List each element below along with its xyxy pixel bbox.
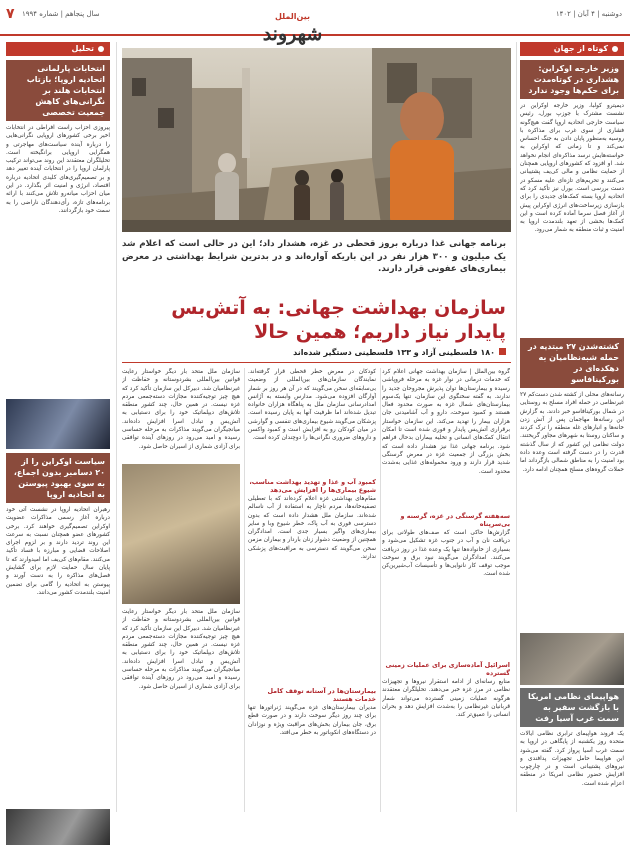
article-text-1a: گروه بین‌الملل | سازمان بهداشت جهانی اعلام کرد که خدمات درمانی در نوار غزه به مرحله فروپاشی رسیده و بیمارستان‌ها توان پذیرش مجروحان جدید را ندارند. به گفته سخنگوی این سازمان، تنها یک‌سوم بیمارستان‌های شمال غزه به صورت محدود فعال هستند و کمبود سوخت، دارو و آب آشامیدنی جان هزاران بیمار را تهدید می‌کند. این سازمان خواستار برقراری آتش‌بس پایدار و فوری شده است تا امکان انتقال کمک‌های انسانی و تخلیه بیماران بدحال فراهم شود. برنامه جهانی غذا نیز هشدار داده است که بخش بزرگی از جمعیت غزه در معرض گرسنگی شدید قرار دارند و ورود محموله‌های غذایی به‌شدت محدود است.: [382, 369, 510, 475]
article-subhead-3: کمبود آب و غذا و تهدید بهداشت مناسب، شیوع بیماری‌ها را افزایش می‌دهد: [249, 478, 376, 494]
article-text-3a: سازمان ملل متحد بار دیگر خواستار رعایت قوانین بین‌المللی بشردوستانه و حفاظت از غیرنظامیان شد. دبیرکل این سازمان تأکید کرد که هیچ چیز توجیه‌کننده مجازات دسته‌جمعی مردم غزه نیست. در همین حال، چند کشور منطقه تلاش‌های دیپلماتیک خود را برای دستیابی به آتش‌بس و تبادل اسرا افزایش داده‌اند. میانجیگران می‌گویند مذاکرات به مرحله حساسی رسیده و امید می‌رود در روزهای آینده توافقی برای آزادی شماری از اسیران حاصل شود.: [122, 369, 240, 450]
newspaper-logo: [245, 4, 340, 45]
logo-title: شهروند: [262, 23, 323, 45]
column-divider: [116, 42, 117, 812]
section-header-analysis: تحلیل: [6, 42, 110, 56]
article-subhead-1: سه‌هفته گرسنگی در غزه، گرسنه و بی‌سرپناه: [400, 512, 510, 528]
gaza-street-photo: [122, 48, 511, 232]
column-divider: [244, 368, 245, 812]
article-text-2b: مقام‌های بهداشتی غزه اعلام کرده‌اند که با تعطیلی تصفیه‌خانه‌ها، مردم ناچار به استفاده از آب ناسالم شده‌اند. سازمان ملل هشدار داده است که بدون دسترسی فوری به آب پاک، خطر شیوع وبا و سایر بیماری‌های واگیر بسیار جدی است. امدادگران همچنین از وضعیت دشوار زنان باردار و بیماران مزمن سخن می‌گویند که دسترسی به مراقبت‌های پزشکی ندارند.: [248, 496, 376, 561]
article-subhead-4: بیمارستان‌ها در آستانه توقف کامل خدمات هستند: [267, 687, 376, 703]
analysis-photo-1: [6, 399, 110, 449]
analysis-title-2: سیاست اوکراین را از ۲۰ دسامبر بدون اجماع، به سوی بهبود پیوستن به اتحادیه اروپا: [6, 453, 110, 503]
bullet-icon: [98, 46, 104, 52]
right-column: [520, 42, 624, 812]
issue-info: [6, 6, 100, 22]
analysis-title-1: انتخابات پارلمانی اتحادیه اروپا؛ بازتاب انتخابات هلند بر نگرانی‌های کاهش جمعیت تخصصی: [6, 60, 110, 121]
sub-headline: ۱۸۰ فلسطینی آزاد و ۱۳۳ فلسطینی دستگیر شده‌اند: [122, 348, 506, 357]
issue-number: سال پنجاهم | شماره ۱۹۹۴: [22, 10, 100, 18]
column-divider: [380, 368, 381, 812]
analysis-photo-2: [6, 809, 110, 845]
lead-paragraph: برنامه جهانی غذا درباره بروز قحطی در غزه، هشدار داد؛ این در حالی است که اعلام شد یک میلیون و ۳۰۰ هزار نفر در این باریکه آواره‌اند و در بدترین شرایط بهداشتی در معرض بیماری‌های عفونی قرار دارند.: [122, 239, 506, 274]
article-text-2a: کودکان در معرض خطر قحطی قرار گرفته‌اند. نمایندگان سازمان‌های بین‌المللی از وضعیت بی‌سابقه‌ای سخن می‌گویند که در آن هر روز بر شمار آوارگان افزوده می‌شود. مدارس وابسته به آژانس امدادرسانی سازمان ملل به پناهگاه هزاران خانواده تبدیل شده‌اند اما ظرفیت آنها به پایان رسیده است. پزشکان می‌گویند شیوع بیماری‌های تنفسی و گوارشی در میان کودکان رو به افزایش است و کمبود واکسن و داروهای ضروری نگرانی‌ها را دوچندان کرده است.: [248, 369, 376, 442]
left-column: [6, 42, 110, 812]
article-text-1b: گزارش‌ها حاکی است که صف‌های طولانی برای دریافت نان و آب در جنوب غزه تشکیل می‌شود و بسیاری از خانواده‌ها تنها یک وعده غذا در روز دریافت می‌کنند. امدادگران می‌گویند نبود برق و سوخت موجب توقف کار نانوایی‌ها و تأسیسات آب‌شیرین‌کن شده است.: [382, 530, 510, 578]
article-subhead-2: اسرائیل آماده‌سازی برای عملیات زمینی گسترده: [385, 661, 510, 677]
issue-date: دوشنبه | ۴ آبان | ۱۴۰۲: [555, 10, 622, 18]
brief-text-2: رسانه‌های محلی از کشته شدن دست‌کم ۲۷ غیرنظامی در حمله افراد مسلح به روستایی در شمال بورکینافاسو خبر دادند. به گزارش این رسانه‌ها مهاجمان پس از آتش زدن خانه‌ها و انبارهای غله منطقه را ترک کردند و ساکنان روستا به شهرهای مجاور گریختند. دولت نظامی این کشور که از سال گذشته قدرت را در دست گرفته است وعده داده بود امنیت را به مناطق شمالی بازگرداند اما حملات گروه‌های مسلح همچنان ادامه دارد.: [520, 392, 624, 473]
brief-text-3: یک فروند هواپیمای ترابری نظامی ایالات متحده روز یکشنبه از پایگاهی در اروپا به سمت غرب آسیا پرواز کرد. گفته می‌شود این هواپیما حامل تجهیزات پدافندی و نیروهای پشتیبانی است و در چارچوب افزایش حضور نظامی امریکا در منطقه اعزام شده است.: [520, 731, 624, 787]
headline-rule: [122, 362, 511, 363]
brief-title-1: وزیر خارجه اوکراین: هشداری در کوتاه‌مدت برای حکم‌ها وجود ندارد: [520, 60, 624, 99]
article-column-1: [382, 368, 510, 812]
main-photo: [122, 48, 511, 232]
brief-title-3: هواپیمای نظامی امریکا با بازگشت سفیر به سمت غرب آسیا رفت: [520, 688, 624, 727]
analysis-text-1: پیروزی احزاب راست افراطی در انتخابات اخیر برخی کشورهای اروپایی نگرانی‌هایی را درباره آینده سیاست‌های مهاجرتی و همگرایی اروپایی برانگیخته است. تحلیلگران معتقدند این روند می‌تواند ترکیب پارلمان اروپا را در انتخابات آینده تغییر دهد و بر تصمیم‌گیری‌های کلیدی اتحادیه درباره اقتصاد، انرژی و امنیت اثر بگذارد. در این میان احزاب میانه‌رو تلاش می‌کنند با ارائه برنامه‌های تازه، رأی‌دهندگان ناراضی را به سمت خود بازگردانند.: [6, 125, 110, 214]
square-bullet-icon: [499, 348, 506, 355]
analysis-text-2: رهبران اتحادیه اروپا در نشست آتی خود درباره آغاز رسمی مذاکرات عضویت اوکراین تصمیم‌گیری خواهند کرد. برخی کشورهای عضو همچنان نسبت به سرعت این روند تردید دارند و بر لزوم اجرای اصلاحات قضایی و مبارزه با فساد تأکید می‌کنند. مقام‌های کی‌یف اما امیدوارند که تا پایان سال حمایت لازم برای گشایش فصل‌های مذاکره را به دست آورند و پیوستن به اتحادیه را گامی برای تضمین امنیت بلندمدت کشور می‌دانند.: [6, 507, 110, 596]
column-divider: [516, 42, 517, 812]
page-number: ۷: [6, 6, 15, 22]
section-header-world-briefs: کوتاه از جهان: [520, 42, 624, 56]
bullet-icon: [612, 46, 618, 52]
main-headline: سازمان بهداشت جهانی: به آتش‌بس پایدار نیاز داریم؛ همین حالا: [171, 297, 506, 343]
masthead: [0, 0, 630, 45]
article-column-2: [248, 368, 376, 812]
article-column-3: [122, 368, 240, 812]
brief-title-2: کشته‌شدن ۲۷ مبتدیه در حمله شبه‌نظامیان به دهکده‌ای در بورکینافاسو: [520, 338, 624, 388]
brief-text-1: دیمیترو کولبا، وزیر خارجه اوکراین در نشست مشترک با جوزپ بورل، رئیس سیاست خارجی اتحادیه اروپا گفت هیچ‌گونه فشاری از سوی غرب برای مذاکره با روسیه به‌منظور پایان دادن به جنگ احساس نمی‌کند و تا زمانی که اوکراین به خواسته‌هایش نرسد مذاکره‌ای انجام نخواهد شد. او افزود که کشورهای اروپایی همچنان از حمایت نظامی و مالی کی‌یف پشتیبانی می‌کنند و تحریم‌های تازه‌ای علیه مسکو در دست بررسی است. بورل نیز تأکید کرد که اتحادیه اروپا بسته کمک‌های جدیدی را برای بازسازی زیرساخت‌های انرژی اوکراین پیش از آغاز فصل سرما آماده کرده است و این کمک‌ها بخشی از تعهد بلندمدت اروپا به امنیت و ثبات منطقه به شمار می‌رود.: [520, 103, 624, 234]
logo-section: بین‌الملل: [275, 12, 310, 21]
brief-photo: [520, 633, 624, 685]
article-text-1c: منابع رسانه‌ای از ادامه استقرار نیروها و تجهیزات نظامی در مرز غزه خبر می‌دهند. تحلیلگران معتقدند هرگونه عملیات زمینی گسترده می‌تواند شمار قربانیان غیرنظامی را به‌شدت افزایش دهد و بحران انسانی را عمیق‌تر کند.: [382, 679, 510, 719]
article-text-2c: مدیران بیمارستان‌های غزه می‌گویند ژنراتورها تنها برای چند روز دیگر سوخت دارند و در صورت قطع برق، جان بیماران بخش‌های مراقبت ویژه و نوزادان در دستگاه‌های انکوباتور به خطر می‌افتد.: [248, 705, 376, 736]
article-text-3b: سازمان ملل متحد بار دیگر خواستار رعایت قوانین بین‌المللی بشردوستانه و حفاظت از غیرنظامیان شد. دبیرکل این سازمان تأکید کرد که هیچ چیز توجیه‌کننده مجازات دسته‌جمعی مردم غزه نیست. در همین حال، چند کشور منطقه تلاش‌های دیپلماتیک خود را برای دستیابی به آتش‌بس و تبادل اسرا افزایش داده‌اند. میانجیگران می‌گویند مذاکرات به مرحله حساسی رسیده و امید می‌رود در روزهای آینده توافقی برای آزادی شماری از اسیران حاصل شود.: [122, 609, 240, 690]
inset-photo: [122, 464, 240, 604]
